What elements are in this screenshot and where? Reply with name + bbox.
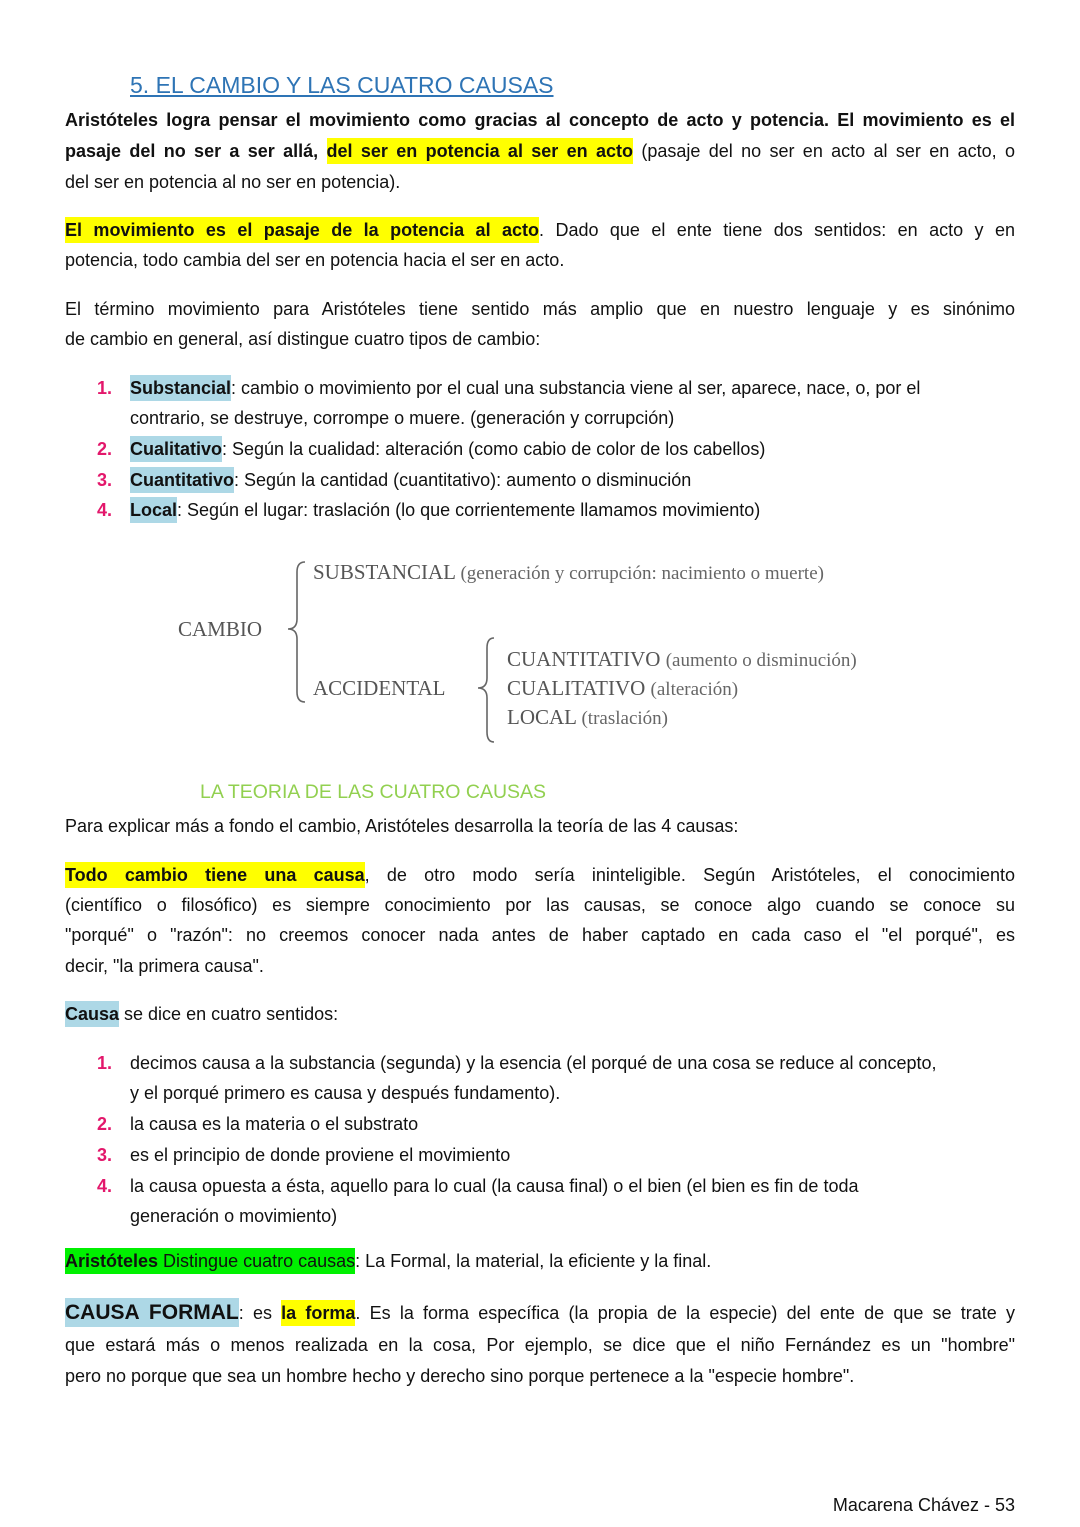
term-highlight: Causa [65, 1001, 119, 1027]
text: . Dado que el ente tiene dos sentidos: en acto y en [539, 220, 1016, 240]
list-item [97, 434, 765, 464]
diagram-node-substancial [313, 557, 824, 589]
diagram-label: ACCIDENTAL [313, 676, 446, 700]
diagram-note: (alteración) [650, 679, 739, 700]
list-number: 2. [97, 1114, 113, 1134]
green-highlight-bold: Aristóteles [65, 1248, 158, 1274]
paragraph-line [65, 136, 1015, 166]
section-heading: LA TEORIA DE LAS CUATRO CAUSAS [200, 781, 547, 803]
list-text: decimos causa a la substancia (segunda) y la esencia (el porqué de una cosa se reduce al concepto, [130, 1053, 937, 1073]
text: . Es la forma específica (la propia de la especie) del ente de que se trate y [355, 1303, 1015, 1323]
text: (pasaje del no ser en acto al ser en acto, o [633, 141, 1015, 161]
list-item [97, 1140, 510, 1170]
text: se dice en cuatro sentidos: [119, 1004, 339, 1024]
text: que estará más o menos realizada en la cosa, Por ejemplo, se dice que el niño Fernández es un "hombre" [65, 1335, 1015, 1355]
list-text: : cambio o movimiento por el cual una substancia viene al ser, aparece, nace, o, por el [231, 378, 921, 398]
list-item [97, 1171, 858, 1201]
green-highlight: Distingue cuatro causas [158, 1248, 355, 1274]
diagram-note: (aumento o disminución) [665, 650, 857, 671]
cambio-brace [288, 562, 305, 702]
paragraph-line [65, 1361, 1015, 1391]
list-text: : Según la cualidad: alteración (como cabio de color de los cabellos) [222, 439, 766, 459]
paragraph-line [65, 860, 1015, 890]
paragraph-line [65, 215, 1015, 245]
paragraph-line [65, 999, 1015, 1029]
highlighted-text: Todo cambio tiene una causa [65, 862, 365, 888]
page-footer: Macarena Chávez - 53 [832, 1495, 1015, 1515]
accidental-brace [478, 638, 494, 742]
list-number: 3. [97, 1145, 113, 1165]
paragraph-line [65, 1330, 1015, 1360]
diagram-note: (traslación) [581, 708, 668, 729]
paragraph-line [65, 951, 1015, 981]
paragraph-line [65, 245, 1015, 275]
paragraph-line: de cambio en general, así distingue cuatro tipos de cambio: [65, 329, 541, 349]
paragraph-line: Para explicar más a fondo el cambio, Aristóteles desarrolla la teoría de las 4 causas: [65, 816, 739, 836]
text: potencia, todo cambia del ser en potencia hacia el ser en acto. [65, 250, 565, 270]
list-term: Local [130, 497, 177, 523]
text: , de otro modo sería ininteligible. Según Aristóteles, el conocimiento [364, 865, 1016, 885]
list-item [97, 465, 691, 495]
paragraph-line: El término movimiento para Aristóteles tiene sentido más amplio que en nuestro lenguaje y es sinónimo [65, 299, 1015, 319]
text: pero no porque que sea un hombre hecho y derecho sino porque pertenece a la "especie hombre". [65, 1366, 855, 1386]
highlighted-text: El movimiento es el pasaje de la potencia al acto [65, 217, 539, 243]
list-item [97, 1048, 937, 1078]
text: decir, "la primera causa". [65, 956, 264, 976]
page-title: 5. EL CAMBIO Y LAS CUATRO CAUSAS [130, 72, 554, 98]
paragraph-line [65, 167, 1015, 197]
paragraph-line [65, 920, 1015, 950]
list-number: 3. [97, 470, 113, 490]
diagram-note: (generación y corrupción: nacimiento o muerte) [460, 563, 824, 584]
diagram-node-accidental [313, 673, 445, 703]
list-number: 1. [97, 1053, 113, 1073]
paragraph-line [65, 890, 1015, 920]
text: "porqué" o "razón": no creemos conocer nada antes de haber captado en cada caso el "el porqué", es [65, 925, 1015, 945]
list-text: la causa opuesta a ésta, aquello para lo cual (la causa final) o el bien (el bien es fin de toda [130, 1176, 859, 1196]
paragraph-line [65, 1298, 1015, 1328]
highlighted-text: la forma [281, 1300, 355, 1326]
list-text: : Según el lugar: traslación (lo que corrientemente llamamos movimiento) [177, 500, 761, 520]
list-item [97, 373, 920, 403]
list-number: 2. [97, 439, 113, 459]
list-term: Cuantitativo [130, 467, 234, 493]
diagram-label: SUBSTANCIAL [313, 560, 456, 584]
list-item-continuation: contrario, se destruye, corrompe o muere. (generación y corrupción) [130, 408, 675, 428]
list-text: es el principio de donde proviene el movimiento [130, 1145, 511, 1165]
list-number: 1. [97, 378, 113, 398]
diagram-root: CAMBIO [178, 617, 263, 641]
highlighted-text: del ser en potencia al ser en acto [327, 138, 634, 164]
list-number: 4. [97, 500, 113, 520]
list-text: la causa es la materia o el substrato [130, 1114, 419, 1134]
diagram-label: LOCAL [507, 705, 577, 729]
bold-text: pasaje del no ser a ser allá, [65, 141, 327, 161]
term-highlight: CAUSA FORMAL [65, 1298, 239, 1327]
diagram-label: CUANTITATIVO [507, 647, 661, 671]
text: del ser en potencia al no ser en potencia). [65, 172, 401, 192]
text: : La Formal, la material, la eficiente y la final. [355, 1251, 712, 1271]
list-text: : Según la cantidad (cuantitativo): aumento o disminución [234, 470, 692, 490]
list-term: Cualitativo [130, 436, 222, 462]
bold-text: Aristóteles logra pensar el movimiento como gracias al concepto de acto y potencia. El movimiento es el [65, 110, 1015, 130]
list-item [97, 1109, 418, 1139]
list-number: 4. [97, 1176, 113, 1196]
diagram-label: CUALITATIVO [507, 676, 646, 700]
diagram-node-cualitativo [507, 673, 738, 705]
paragraph-line [65, 1246, 1015, 1276]
text: : es [238, 1303, 282, 1323]
list-term: Substancial [130, 375, 231, 401]
diagram-node-local [507, 702, 668, 734]
list-item-continuation: y el porqué primero es causa y después fundamento). [130, 1083, 561, 1103]
list-item [97, 495, 760, 525]
text: (científico o filosófico) es siempre conocimiento por las causas, se conoce algo cuando se conoce su [65, 895, 1015, 915]
paragraph-line [65, 105, 1015, 135]
diagram-node-cuantitativo [507, 644, 857, 676]
list-item-continuation: generación o movimiento) [130, 1206, 338, 1226]
